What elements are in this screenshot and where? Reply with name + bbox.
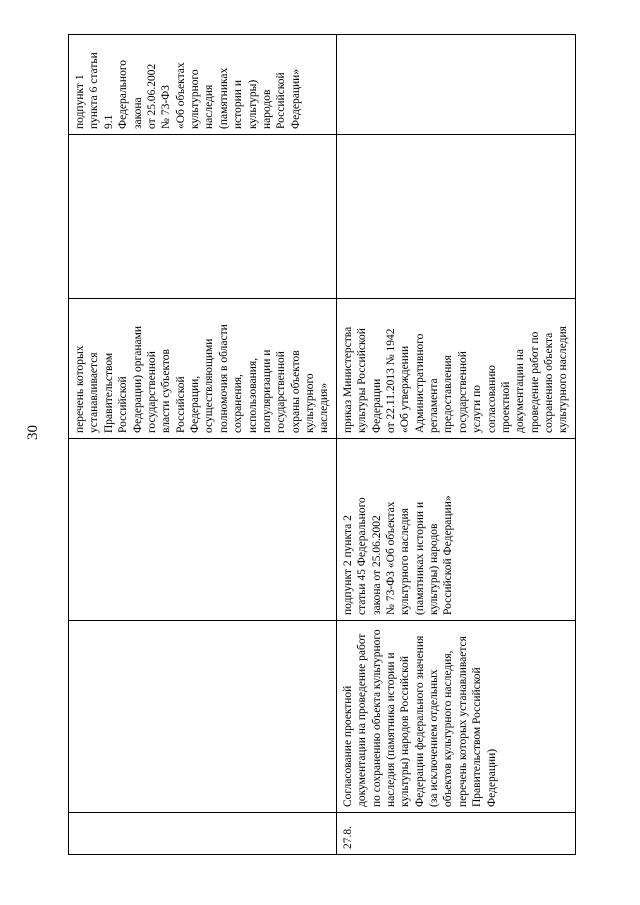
legal-basis-cell	[69, 439, 337, 621]
basis-cell	[336, 35, 575, 135]
basis-cell: подпункт 1 пункта 6 статьи 9.1 Федерального закона от 25.06.2002 № 73-ФЗ «Об объектах культурного наследия (памятниках истории и культуры) народов Российской Федерации»	[69, 35, 337, 135]
table-row	[69, 35, 337, 855]
rotated-page-content	[68, 35, 568, 855]
services-table	[68, 34, 576, 855]
service-name-cell: Согласование проектной документации на проведение работ по сохранению объекта культурного наследия (памятника истории и культуры) народов Российской Федерации федерального значения (за исключением отдельных объектов культурного наследия, перечень которых устанавливается Правительством Российской Федерации)	[336, 621, 575, 813]
regulation-cell: перечень которых устанавливается Правительством Российской Федерации) органами государственной власти субъектов Российской Федерации, осуществляющими полномочия в области сохранения, использования, популяризации и государственной охраны объектов культурного наследия»	[69, 299, 337, 439]
row-number-cell	[69, 813, 337, 855]
empty-cell	[336, 135, 575, 299]
empty-cell	[69, 135, 337, 299]
service-name-cell	[69, 621, 337, 813]
page-number: 30	[25, 425, 41, 440]
table-row	[336, 35, 575, 855]
legal-basis-cell: подпункт 2 пункта 2 статьи 45 Федерального закона от 25.06.2002 № 73-ФЗ «Об объектах культурного наследия (памятниках истории и культуры) народов Российской Федерации»	[336, 439, 575, 621]
regulation-cell: приказ Министерства культуры Российской Федерации от 22.11.2013 № 1942 «Об утверждении Административного регламента предоставления государственной услуги по согласованию проектной документации на проведение работ по сохранению объекта культурного наследия	[336, 299, 575, 439]
row-number-cell: 27.8.	[336, 813, 575, 855]
